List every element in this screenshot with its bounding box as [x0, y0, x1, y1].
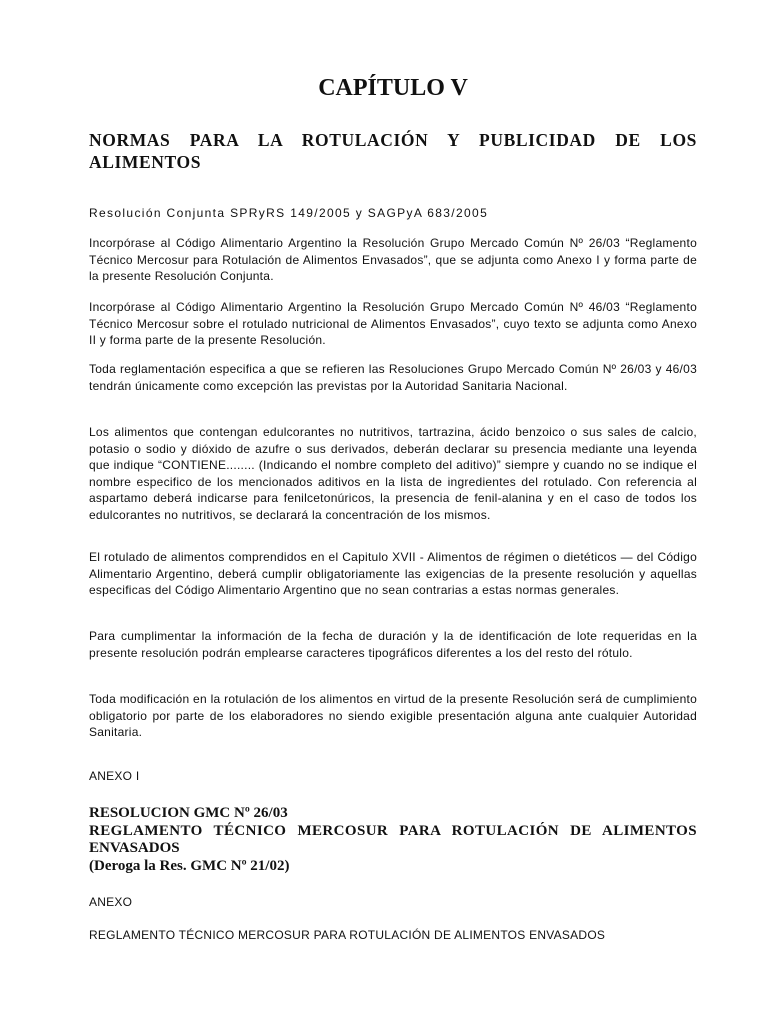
paragraph-incorporase-26: Incorpórase al Código Alimentario Argentino la Resolución Grupo Mercado Común Nº 26/03 “Reglamento Técnico Mercosur para Rotulación de Alimentos Envasados”, que se adjunta como Anexo I y forma parte de la presente Resolución Conjunta. [89, 236, 697, 284]
anexo-reglamento-title: REGLAMENTO TÉCNICO MERCOSUR PARA ROTULACIÓN DE ALIMENTOS ENVASADOS [89, 928, 606, 942]
paragraph-rotulado-dieteticos: El rotulado de alimentos comprendidos en el Capitulo XVII - Alimentos de régimen o dietéticos — del Código Alimentario Argentino, deberá cumplir obligatoriamente las exigencias de la presente resolución y aquellas especificas del Código Alimentario Argentino que no sean contrarias a estas normas generales. [89, 550, 697, 598]
section-title: NORMAS PARA LA ROTULACIÓN Y PUBLICIDAD DE LOS ALIMENTOS [89, 130, 697, 172]
reglamento-title-line: REGLAMENTO TÉCNICO MERCOSUR PARA ROTULACIÓN DE ALIMENTOS [89, 822, 697, 839]
reglamento-title-continuation: ENVASADOS [89, 840, 180, 856]
anexo-i-label: ANEXO I [89, 769, 140, 783]
anexo-resolution-heading [89, 805, 697, 875]
chapter-title: CAPÍTULO V [318, 75, 468, 101]
paragraph-modificacion: Toda modificación en la rotulación de los alimentos en virtud de la presente Resolución será de cumplimiento obligatorio por parte de los elaboradores no siendo exigible presentación alguna ante cualquier Autoridad Sanitaria. [89, 692, 697, 740]
anexo-label: ANEXO [89, 895, 133, 909]
paragraph-edulcorantes: Los alimentos que contengan edulcorantes no nutritivos, tartrazina, ácido benzoico o sus sales de calcio, potasio o sodio y dióxido de azufre o sus derivados, deberán declarar su presencia mediante una leyenda que indique “CONTIENE........ (Indicando el nombre completo del aditivo)” siempre y cuando no se indique el nombre especifico de los mencionados aditivos en la lista de ingredientes del rotulado. Con referencia al aspartamo deberá indicarse para fenilcetonúricos, la presencia de fenil-alanina y en el caso de todos los edulcorantes no nutritivos, se declarará la concentración de los mismos. [89, 425, 697, 522]
resolucion-conjunta-line: Resolución Conjunta SPRyRS 149/2005 y SAGPyA 683/2005 [89, 206, 489, 220]
deroga-note: (Deroga la Res. GMC Nº 21/02) [89, 857, 290, 874]
resolution-number: RESOLUCION GMC Nº 26/03 [89, 805, 288, 821]
paragraph-fecha-duracion: Para cumplimentar la información de la fecha de duración y la de identificación de lote requeridas en la presente resolución podrán emplearse caracteres tipográficos diferentes a los del resto del rótulo. [89, 629, 697, 660]
paragraph-incorporase-46: Incorpórase al Código Alimentario Argentino la Resolución Grupo Mercado Común Nº 46/03 “Reglamento Técnico Mercosur sobre el rotulado nutricional de Alimentos Envasados”, cuyo texto se adjunta como Anexo II y forma parte de la presente Resolución. [89, 300, 697, 348]
document-page [89, 0, 697, 1024]
paragraph-reglamentacion: Toda reglamentación especifica a que se refieren las Resoluciones Grupo Mercado Común Nº 26/03 y 46/03 tendrán únicamente como excepción las previstas por la Autoridad Sanitaria Nacional. [89, 362, 697, 393]
